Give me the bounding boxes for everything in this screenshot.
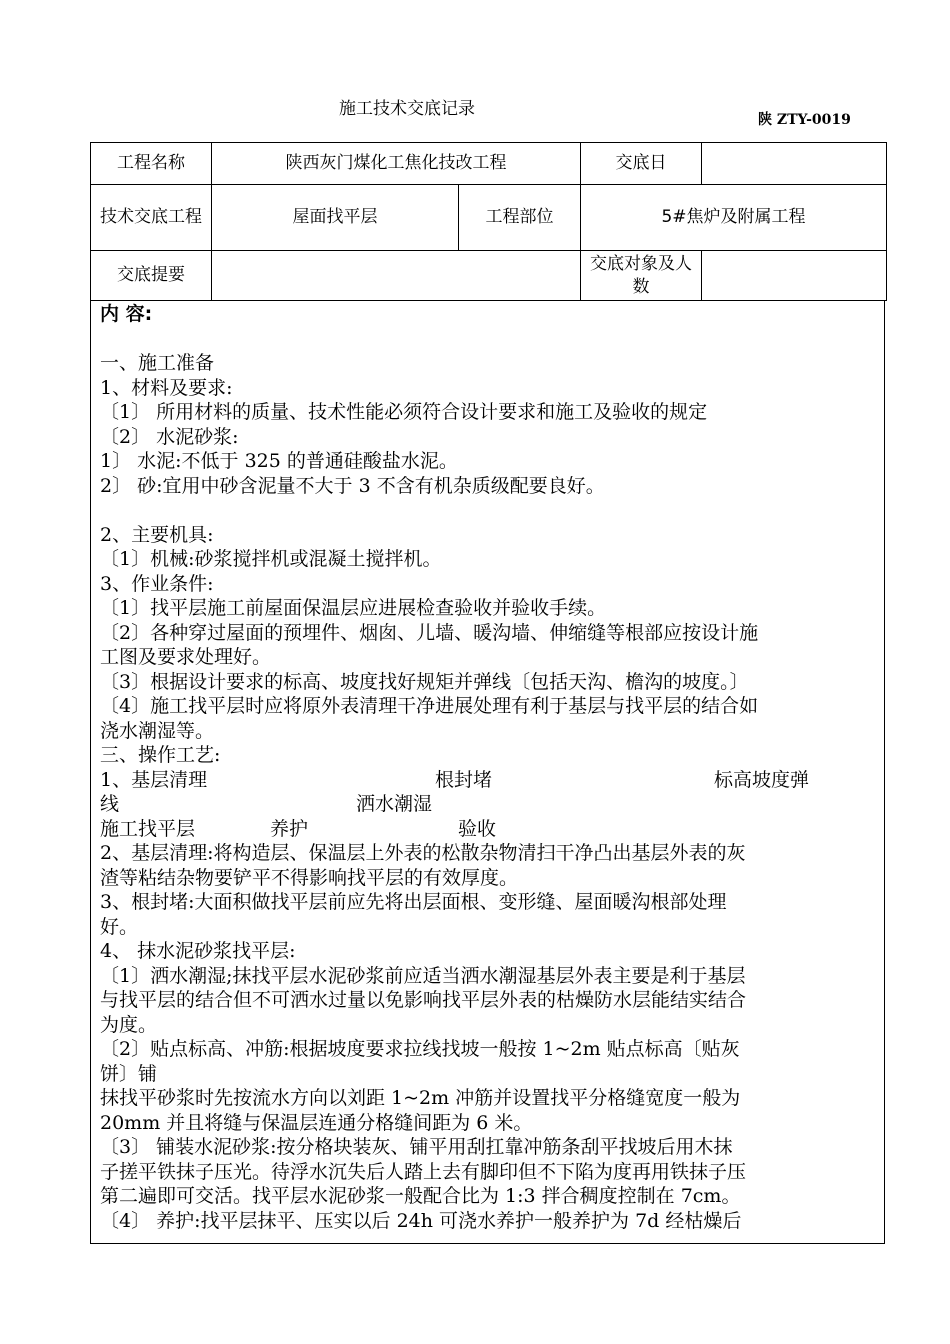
header-table	[90, 142, 887, 301]
content-line: 3、作业条件:	[100, 572, 214, 595]
content-line: 〔2〕 水泥砂浆:	[100, 425, 239, 448]
content-line: 〔1〕洒水潮湿;抹找平层水泥砂浆前应适当洒水潮湿基层外表主要是利于基层	[100, 964, 746, 987]
content-line: 一、施工准备	[100, 352, 215, 374]
content-line: 1〕 水泥:不低于 325 的普通硅酸盐水泥。	[100, 450, 458, 472]
date-value	[702, 143, 887, 185]
flow-step: 洒水潮湿	[356, 793, 433, 815]
content-line: 4、 抹水泥砂浆找平层:	[100, 940, 296, 962]
content-line: 工图及要求处理好。	[100, 646, 272, 668]
target-value	[702, 251, 887, 301]
document-title: 施工技术交底记录	[339, 99, 475, 119]
content-line: 〔1〕 所用材料的质量、技术性能必须符合设计要求和施工及验收的规定	[100, 401, 708, 423]
project-name-label: 工程名称	[91, 143, 212, 185]
content-line: 渣等粘结杂物要铲平不得影响找平层的有效厚度。	[100, 866, 519, 889]
content-line: 〔1〕机械:砂浆搅拌机或混凝土搅拌机。	[100, 548, 442, 570]
content-line: 好。	[100, 915, 139, 938]
location-value: 5#焦炉及附属工程	[581, 185, 887, 251]
process-flow-row-3	[100, 817, 876, 842]
project-name-value: 陕西灰门煤化工焦化技改工程	[212, 143, 581, 185]
document-code: 陕 ZTY-0019	[758, 112, 851, 128]
content-line: 1、材料及要求:	[100, 376, 233, 399]
content-line: 〔2〕各种穿过屋面的预埋件、烟囱、儿墙、暖沟墙、伸缩缝等根部应按设计施	[100, 621, 759, 644]
location-label: 工程部位	[459, 185, 581, 251]
date-label: 交底日	[581, 143, 702, 185]
content-line: 2〕 砂:宜用中砂含泥量不大于 3 不含有机杂质级配要良好。	[100, 474, 605, 497]
content-box	[90, 300, 885, 1244]
process-flow-row-2	[100, 792, 876, 817]
content-heading: 内 容:	[100, 303, 153, 325]
flow-step: 根封堵	[435, 768, 493, 791]
content-line: 2、基层清理:将构造层、保温层上外表的松散杂物清扫干净凸出基层外表的灰	[100, 842, 746, 864]
summary-label: 交底提要	[91, 251, 212, 301]
content-line: 与找平层的结合但不可洒水过量以免影响找平层外表的枯燥防水层能结实结合	[100, 989, 747, 1011]
summary-value	[212, 251, 581, 301]
flow-step: 1、基层清理	[100, 768, 208, 791]
content-line: 〔3〕根据设计要求的标高、坡度找好规矩并弹线〔包括天沟、檐沟的坡度。〕	[100, 670, 749, 693]
content-line: 2、主要机具:	[100, 523, 214, 546]
flow-step: 标高坡度弹	[714, 768, 810, 791]
process-flow-row-1	[100, 768, 876, 793]
content-line: 为度。	[100, 1013, 158, 1036]
content-line: 〔4〕施工找平层时应将原外表清理干净进展处理有利于基层与找平层的结合如	[100, 695, 759, 717]
content-line: 抹找平砂浆时先按流水方向以刘距 1~2m 冲筋并设置找平分格缝宽度一般为	[100, 1087, 741, 1109]
content-line: 3、根封堵:大面积做找平层前应先将出层面根、变形缝、屋面暖沟根部处理	[100, 891, 727, 913]
content-line: 20mm 并且将缝与保温层连通分格缝间距为 6 米。	[100, 1111, 533, 1134]
content-line: 〔4〕 养护:找平层抹平、压实以后 24h 可浇水养护一般养护为 7d 经枯燥后	[100, 1209, 742, 1232]
target-label: 交底对象及人数	[581, 251, 702, 301]
flow-step: 施工找平层	[100, 817, 196, 840]
item-label: 技术交底工程	[91, 185, 212, 251]
item-value: 屋面找平层	[212, 185, 459, 251]
content-line: 〔1〕找平层施工前屋面保温层应进展检查验收并验收手续。	[100, 597, 607, 619]
content-line: 浇水潮湿等。	[100, 719, 215, 742]
flow-step: 线	[100, 793, 120, 815]
flow-step: 验收	[458, 817, 497, 840]
flow-step: 养护	[270, 817, 309, 840]
content-line: 〔2〕贴点标高、冲筋:根据坡度要求拉线找坡一般按 1~2m 贴点标高〔贴灰	[100, 1038, 740, 1060]
content-line: 第二遍即可交活。找平层水泥砂浆一般配合比为 1:3 拌合稠度控制在 7cm。	[100, 1185, 741, 1207]
content-line: 饼〕铺	[100, 1062, 158, 1085]
content-line: 三、操作工艺:	[100, 744, 221, 766]
content-line: 子搓平铁抹子压光。待浮水沉失后人踏上去有脚印但不下陷为度再用铁抹子压	[100, 1160, 747, 1183]
content-line: 〔3〕 铺装水泥砂浆:按分格块装灰、铺平用刮扛靠冲筋条刮平找坡后用木抹	[100, 1136, 733, 1158]
content-body	[100, 302, 876, 1233]
